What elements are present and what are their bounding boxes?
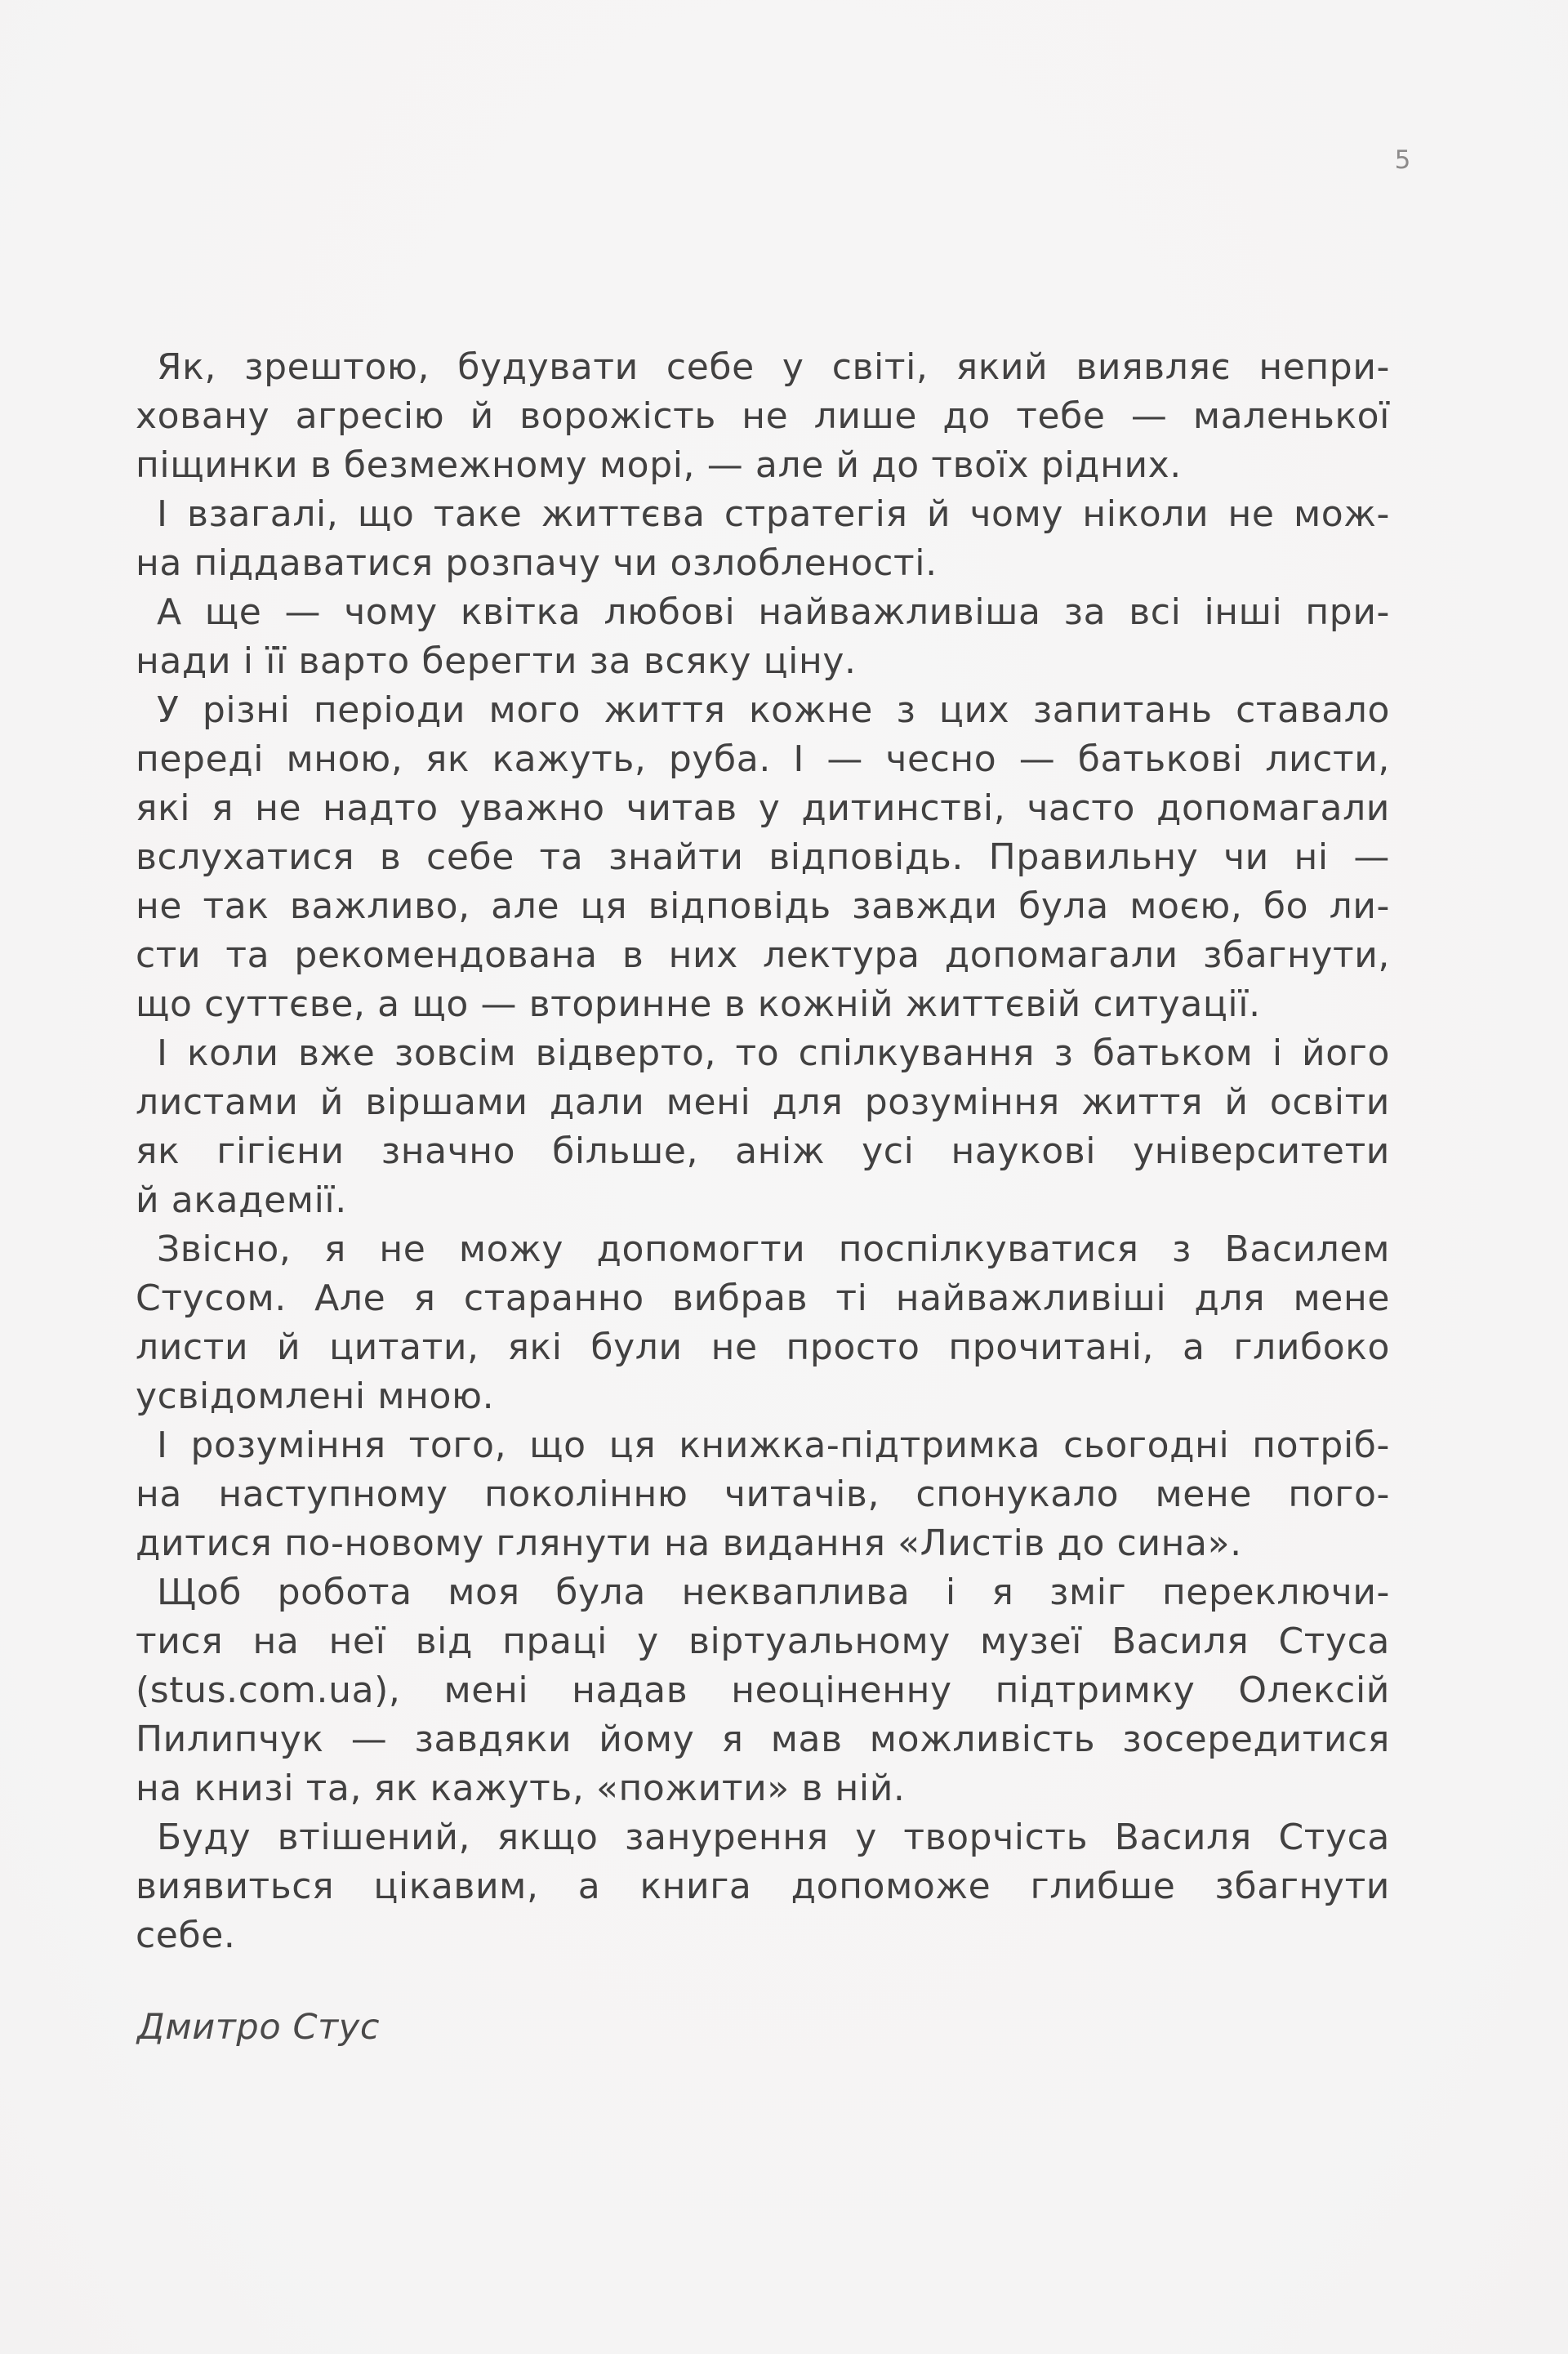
- text-line: тися на неї від праці у віртуальному музеї Василя Стуса: [136, 1621, 1390, 1662]
- text-line: піщинки в безмежному морі, — але й до твоїх рідних.: [136, 444, 1182, 486]
- paragraph: [136, 686, 1390, 1029]
- text-line: Звісно, я не можу допомогти поспілкуватися з Василем: [157, 1228, 1390, 1270]
- paragraph: [136, 343, 1390, 490]
- paragraphs-container: [136, 343, 1390, 1960]
- text-line: (stus.com.ua), мені надав неоціненну підтримку Олексій: [136, 1670, 1390, 1711]
- text-line: листи й цитати, які були не просто прочитані, а глибоко: [136, 1326, 1390, 1368]
- text-line: листами й віршами дали мені для розуміння життя й освіти: [136, 1081, 1390, 1123]
- text-line: Щоб робота моя була некваплива і я зміг переключи-: [157, 1572, 1390, 1613]
- text-block: [136, 343, 1390, 1960]
- text-line: не так важливо, але ця відповідь завжди була моєю, бо ли-: [136, 885, 1390, 927]
- text-line: на піддаватися розпачу чи озлобленості.: [136, 542, 938, 584]
- paragraph: [136, 1421, 1390, 1568]
- paragraph: [136, 490, 1390, 588]
- text-line: на книзі та, як кажуть, «пожити» в ній.: [136, 1768, 906, 1809]
- text-line: переді мною, як кажуть, руба. І — чесно — батькові листи,: [136, 738, 1390, 780]
- paragraph: [136, 1813, 1390, 1960]
- paragraph: [136, 588, 1390, 686]
- text-line: сти та рекомендована в них лектура допомагали збагнути,: [136, 934, 1390, 976]
- text-line: як гігієни значно більше, аніж усі наукові університети: [136, 1130, 1390, 1172]
- page-number: 5: [1394, 145, 1412, 175]
- author-signature: Дмитро Стус: [137, 2007, 381, 2048]
- paragraph: [136, 1225, 1390, 1421]
- text-line: себе.: [136, 1915, 236, 1956]
- text-line: А ще — чому квітка любові найважливіша за всі інші при-: [157, 591, 1390, 633]
- text-line: Буду втішений, якщо занурення у творчість Василя Стуса: [157, 1817, 1390, 1858]
- text-line: що суттєве, а що — вторинне в кожній життєвій ситуації.: [136, 983, 1261, 1025]
- text-line: І коли вже зовсім відверто, то спілкування з батьком і його: [157, 1032, 1390, 1074]
- text-line: й академії.: [136, 1179, 347, 1221]
- text-line: на наступному поколінню читачів, спонукало мене пого-: [136, 1473, 1390, 1515]
- text-line: І розуміння того, що ця книжка-підтримка сьогодні потріб-: [157, 1424, 1390, 1466]
- text-line: дитися по-новому глянути на видання «Листів до сина».: [136, 1523, 1242, 1564]
- text-line: усвідомлені мною.: [136, 1375, 495, 1417]
- paragraph: [136, 1029, 1390, 1225]
- paragraph: [136, 1568, 1390, 1813]
- text-line: Стусом. Але я старанно вибрав ті найважливіші для мене: [136, 1277, 1390, 1319]
- text-line: виявиться цікавим, а книга допоможе глибше збагнути: [136, 1866, 1390, 1907]
- text-line: які я не надто уважно читав у дитинстві, часто допомагали: [136, 787, 1390, 829]
- text-line: нади і її варто берегти за всяку ціну.: [136, 640, 857, 682]
- text-line: Як, зрештою, будувати себе у світі, який виявляє непри-: [157, 346, 1390, 388]
- text-line: ховану агресію й ворожість не лише до тебе — маленької: [136, 395, 1390, 437]
- text-line: Пилипчук — завдяки йому я мав можливість зосередитися: [136, 1719, 1390, 1760]
- text-line: І взагалі, що таке життєва стратегія й чому ніколи не мож-: [157, 493, 1390, 535]
- text-line: вслухатися в себе та знайти відповідь. Правильну чи ні —: [136, 836, 1390, 878]
- text-line: У різні періоди мого життя кожне з цих запитань ставало: [157, 689, 1390, 731]
